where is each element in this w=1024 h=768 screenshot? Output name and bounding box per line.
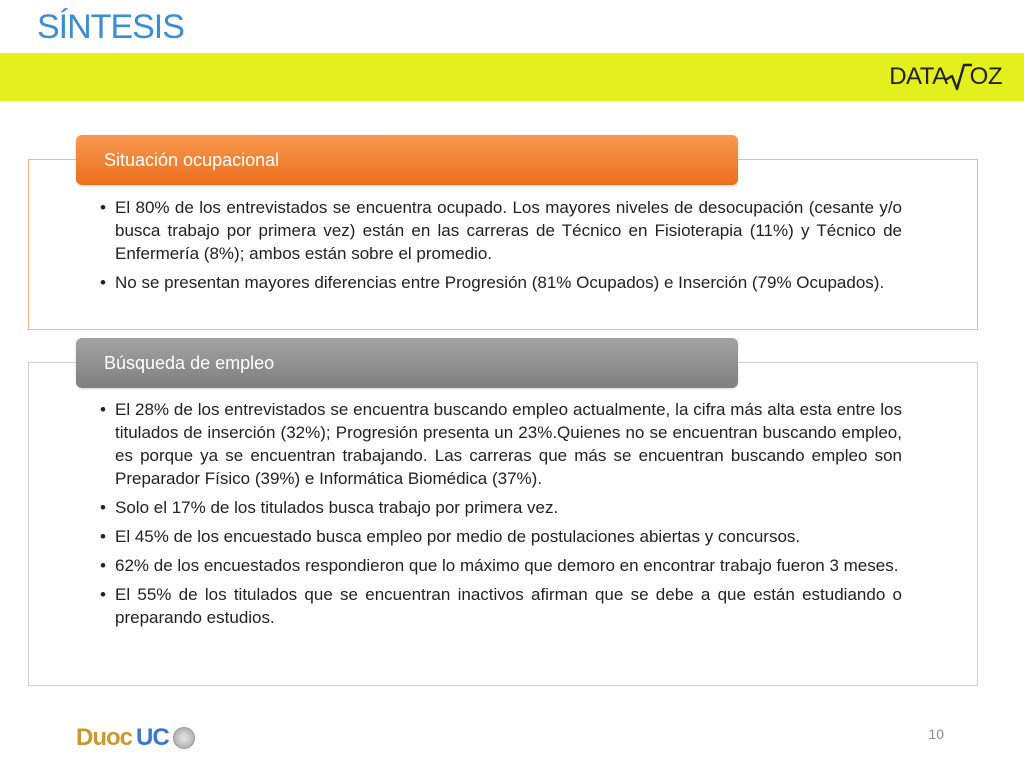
busqueda-bullet-list [100, 398, 902, 635]
situacion-bullet: • No se presentan mayores diferencias entre Progresión (81% Ocupados) e Inserción (79% Ocupados). [100, 271, 902, 294]
uc-text: UC [136, 724, 169, 751]
duoc-text: Duoc [76, 724, 132, 751]
brand-right-text: OZ [969, 63, 1002, 90]
brand-left-text: DATA [889, 63, 948, 90]
busqueda-bullet: • El 28% de los entrevistados se encuentra buscando empleo actualmente, la cifra más alta esta entre los titulados de inserción (32%); Progresión presenta un 23%.Quienes no se encuentran buscando empleo, es porque ya se encuentran trabajando. Las carreras que más se encuentran buscando empleo son Preparador Físico (39%) e Informática Biomédica (37%). [100, 398, 902, 490]
situacion-header: Situación ocupacional [76, 135, 738, 185]
dataoz-logo [889, 61, 1002, 93]
situacion-bullet-list [100, 196, 902, 300]
duoc-uc-logo [76, 723, 195, 753]
header-band [0, 53, 1024, 101]
slide-title: SÍNTESIS [37, 8, 184, 46]
busqueda-header: Búsqueda de empleo [76, 338, 738, 388]
busqueda-bullet: • Solo el 17% de los titulados busca trabajo por primera vez. [100, 496, 902, 519]
busqueda-bullet: • El 55% de los titulados que se encuentran inactivos afirman que se debe a que están estudiando o preparando estudios. [100, 583, 902, 629]
sqrt-icon [946, 62, 972, 92]
page-number: 10 [928, 726, 944, 742]
situacion-bullet: • El 80% de los entrevistados se encuentra ocupado. Los mayores niveles de desocupación (cesante y/o busca trabajo por primera vez) están en las carreras de Técnico en Fisioterapia (11%) y Técnico de Enfermería (8%); ambos están sobre el promedio. [100, 196, 902, 265]
busqueda-bullet: • El 45% de los encuestado busca empleo por medio de postulaciones abiertas y concursos. [100, 525, 902, 548]
busqueda-bullet: • 62% de los encuestados respondieron que lo máximo que demoro en encontrar trabajo fueron 3 meses. [100, 554, 902, 577]
seal-icon [173, 727, 195, 749]
